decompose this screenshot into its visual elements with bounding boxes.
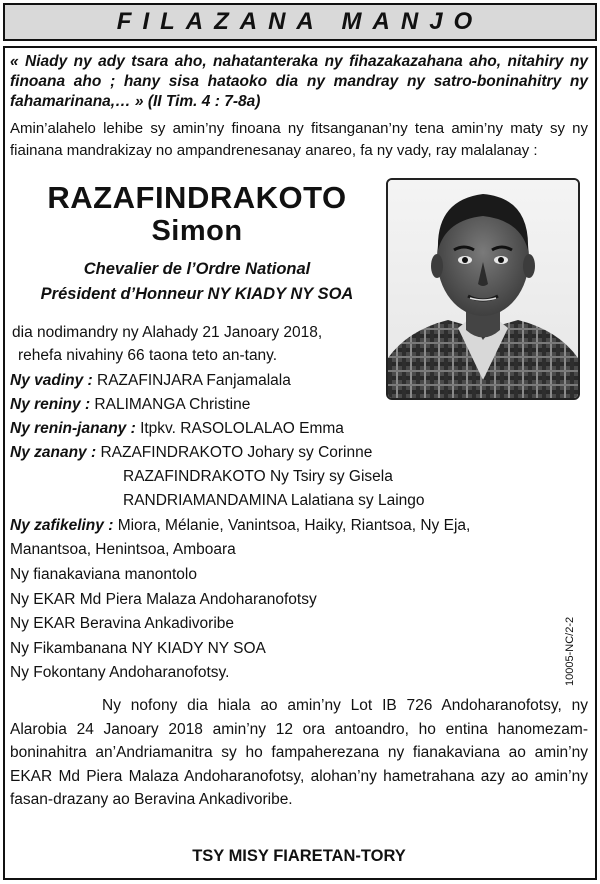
- closing-text: Ny nofony dia hiala ao amin’ny Lot IB 726 Andoharanofotsy, ny Alarobia 24 Janoary 2018 amin’ny 12 ora antoandro, ho entina hanomezam-boninahitra an’Andriamanitra sy ho fampaherezana ny fianakaviana ao amin’ny EKAR Md Piera Malaza Andoharanofotsy, alohan’ny hametrahana azy ao amin’ny fasan-drazany ao Beravina Ankadivoribe.: [10, 697, 588, 808]
- children-row: [10, 441, 580, 465]
- bible-verse: « Niady ny ady tsara aho, nahatanteraka ny fihazakazahana aho, nitahiry ny finoana aho ; hany sisa hataoko dia ny mandray ny satro-boninahitry ny fahamarinana,… » (II Tim. 4 : 7-8a): [10, 53, 588, 110]
- grandchildren-value-1: Miora, Mélanie, Vanintsoa, Haiky, Riantsoa, Ny Eja,: [117, 517, 471, 534]
- signature-line: TSY MISY FIARETAN-TORY: [192, 847, 406, 865]
- family-other-3: Ny EKAR Beravina Ankadivoribe: [10, 615, 235, 632]
- header-banner: [3, 3, 597, 41]
- stepmother-label: Ny renin-janany :: [10, 420, 136, 437]
- closing-paragraph: [10, 694, 588, 812]
- deceased-first-name: Simon: [151, 215, 243, 247]
- family-other-1: Ny fianakaviana manontolo: [10, 566, 197, 583]
- spouse-label: Ny vadiny :: [10, 372, 93, 389]
- deceased-title-2: Président d’Honneur NY KIADY NY SOA: [40, 285, 354, 303]
- family-other-2: Ny EKAR Md Piera Malaza Andoharanofotsy: [10, 591, 317, 608]
- mother-label: Ny reniny :: [10, 396, 91, 413]
- deceased-surname: RAZAFINDRAKOTO: [47, 180, 347, 215]
- stepmother-value: Itpkv. RASOLOLALAO Emma: [140, 420, 344, 437]
- family-other-4: Ny Fikambanana NY KIADY NY SOA: [10, 640, 266, 657]
- mother-value: RALIMANGA Christine: [94, 396, 251, 413]
- age-text: rehefa nivahiny 66 taona teto an-tany.: [18, 347, 278, 364]
- child-1: RAZAFINDRAKOTO Johary sy Corinne: [100, 444, 373, 461]
- children-label: Ny zanany :: [10, 444, 97, 461]
- grandchildren-value-2: Manantsoa, Henintsoa, Amboara: [10, 541, 236, 558]
- portrait-image: [388, 180, 578, 398]
- grandchildren-label: Ny zafikeliny :: [10, 517, 114, 534]
- family-other-5: Ny Fokontany Andoharanofotsy.: [10, 664, 230, 681]
- spouse-value: RAZAFINJARA Fanjamalala: [97, 372, 291, 389]
- child-3: RANDRIAMANDAMINA Lalatiana sy Laingo: [123, 492, 425, 509]
- reference-code: 10005-NC/2-2: [564, 616, 576, 686]
- child-2: RAZAFINDRAKOTO Ny Tsiry sy Gisela: [123, 468, 393, 485]
- spouse-row: [10, 369, 382, 393]
- mother-row: [10, 393, 382, 417]
- intro-text: Amin’alahelo lehibe sy amin’ny finoana ny fitsanganan’ny tena amin’ny maty sy ny fiainana mandrakizay no ampandrenesanay anareo, fa ny vady, ray malalanay :: [10, 120, 588, 159]
- deceased-title-1: Chevalier de l’Ordre National: [83, 260, 311, 278]
- death-date-text: dia nodimandry ny Alahady 21 Janoary 2018,: [12, 324, 323, 341]
- stepmother-row: [10, 417, 580, 441]
- grandchildren-row: [10, 514, 588, 538]
- header-title: FILAZANA MANJO: [116, 8, 484, 35]
- deceased-photo: [386, 178, 580, 400]
